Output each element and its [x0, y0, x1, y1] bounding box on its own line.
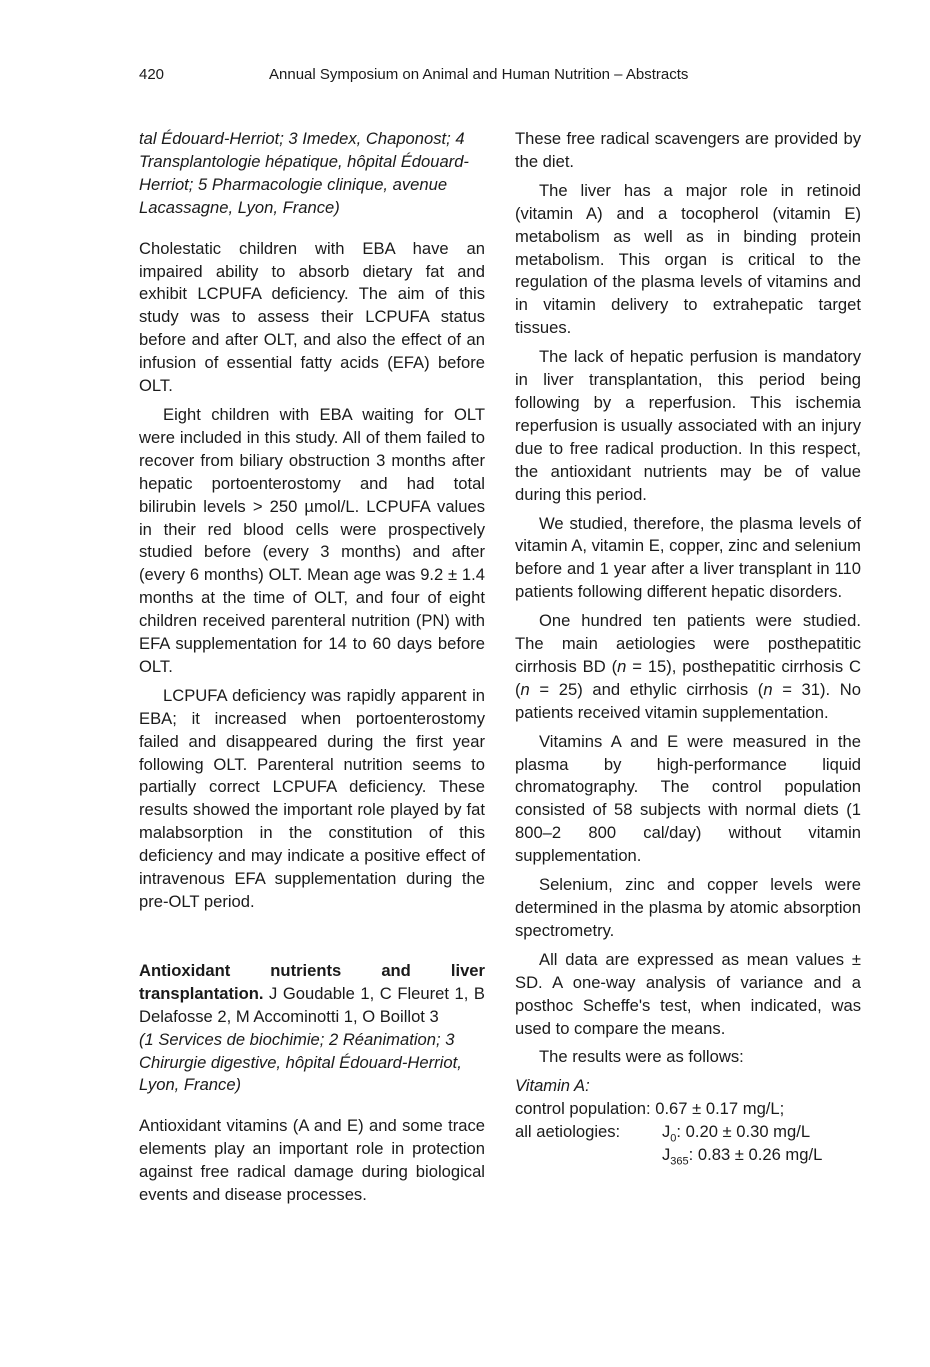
n-symbol: n [617, 656, 627, 676]
j-symbol: J [662, 1122, 671, 1142]
aetiology-text: = 15), posthepatitic cirrhosis C ( [515, 656, 861, 699]
j-subscript: 365 [670, 1155, 689, 1168]
j-text: : 0.83 ± 0.26 mg/L [688, 1145, 823, 1165]
aetiologies-label: all aetiologies: [515, 1122, 621, 1142]
body-paragraph: LCPUFA deficiency was rapidly apparent in EBA; it increased when portoenterostomy failed and disappeared during the first year following OLT. Parenteral nutrition seems to partially correct LCPUFA deficiency. These results showed the important role played by fat malabsorption in the constitution of this deficiency and may indicate a positive effect of intravenous EFA supplementation during the pre-OLT period. [139, 685, 485, 911]
j365-value [662, 1145, 823, 1168]
j-text: : 0.20 ± 0.30 mg/L [676, 1122, 811, 1142]
page-number: 420 [139, 66, 165, 83]
body-paragraph: Selenium, zinc and copper levels were determined in the plasma by atomic absorption spectrometry. [515, 875, 861, 940]
j-symbol: J [662, 1145, 671, 1165]
abstract-authors: J Goudable 1, C Fleuret 1, B Delafosse 2, M Accominotti 1, O Boillot 3 [139, 983, 485, 1026]
abstract-heading [139, 960, 485, 1029]
vitamin-a-j365-row [515, 1144, 861, 1167]
abstract-affiliation: (1 Services de biochimie; 2 Réanimation; 3 Chirurgie digestive, hôpital Édouard-Herriot, Lyon, France) [139, 1029, 462, 1095]
aetiology-text: One hundred ten patients were studied. The main aetiologies were posthepatitic cirrhosis BD ( [515, 611, 861, 676]
j0-value [662, 1121, 810, 1144]
body-paragraph: All data are expressed as mean values ± SD. A one-way analysis of variance and a posthoc Scheffe's test, when indicated, was used to compare the means. [515, 949, 861, 1038]
body-paragraph: Cholestatic children with EBA have an impaired ability to absorb dietary fat and exhibit LCPUFA deficiency. The aim of this study was to assess their LCPUFA status before and after OLT, and also the effect of an infusion of essential fatty acids (EFA) before OLT. [139, 238, 485, 396]
n-symbol: n [763, 679, 773, 699]
aetiology-text: = 25) and ethylic cirrhosis ( [529, 679, 764, 699]
journal-title: Annual Symposium on Animal and Human Nutrition – Abstracts [269, 66, 689, 83]
j-subscript: 0 [670, 1132, 677, 1145]
right-column [515, 128, 861, 1167]
body-paragraph: The liver has a major role in retinoid (vitamin A) and a tocopherol (vitamin E) metabolism as well as in binding protein metabolism. This organ is critical to the regulation of the plasma levels of vitamins and in vitamin delivery to extrahepatic target tissues. [515, 180, 861, 338]
n-symbol: n [520, 679, 530, 699]
abstract-title: Antioxidant nutrients and liver transplantation. [139, 960, 485, 1003]
body-paragraph: Antioxidant vitamins (A and E) and some trace elements play an important role in protection against free radical damage during biological events and disease processes. [139, 1116, 485, 1205]
body-paragraph: Vitamins A and E were measured in the plasma by high-performance liquid chromatography. The control population consisted of 58 subjects with normal diets (1 800–2 800 cal/day) without vitamin supplementation. [515, 731, 861, 866]
body-paragraph: These free radical scavengers are provided by the diet. [515, 129, 861, 171]
body-paragraph: We studied, therefore, the plasma levels of vitamin A, vitamin E, copper, zinc and selenium before and 1 year after a liver transplant in 110 patients following different hepatic disorders. [515, 513, 861, 602]
aetiology-paragraph [515, 610, 861, 725]
aetiology-text: = 31). No patients received vitamin supplementation. [515, 679, 862, 722]
vitamin-a-j0-row [515, 1121, 861, 1144]
body-paragraph: The lack of hepatic perfusion is mandatory in liver transplantation, this period being following by a reperfusion. This ischemia reperfusion is usually associated with an injury due to free radical production. In this respect, the antioxidant nutrients may be of value during this period. [515, 347, 861, 504]
affiliation-continued: tal Édouard-Herriot; 3 Imedex, Chaponost; 4 Transplantologie hépatique, hôpital Édouard-Herriot; 5 Pharmacologie clinique, avenue Lacassagne, Lyon, France) [139, 129, 469, 217]
vitamin-a-control: control population: 0.67 ± 0.17 mg/L; [515, 1099, 785, 1119]
vitamin-a-heading: Vitamin A: [515, 1076, 590, 1096]
body-paragraph: Eight children with EBA waiting for OLT were included in this study. All of them failed to recover from biliary obstruction 3 months after hepatic portoenterostomy and had total bilirubin levels > 250 µmol/L. LCPUFA values in their red blood cells were prospectively studied before (every 3 months) and after (every 6 months) OLT. Mean age was 9.2 ± 1.4 months at the time of OLT, and four of eight children received parenteral nutrition (PN) with EFA supplementation for 14 to 60 days before OLT. [139, 404, 485, 676]
left-column [139, 128, 485, 1207]
body-paragraph: The results were as follows: [539, 1047, 744, 1067]
